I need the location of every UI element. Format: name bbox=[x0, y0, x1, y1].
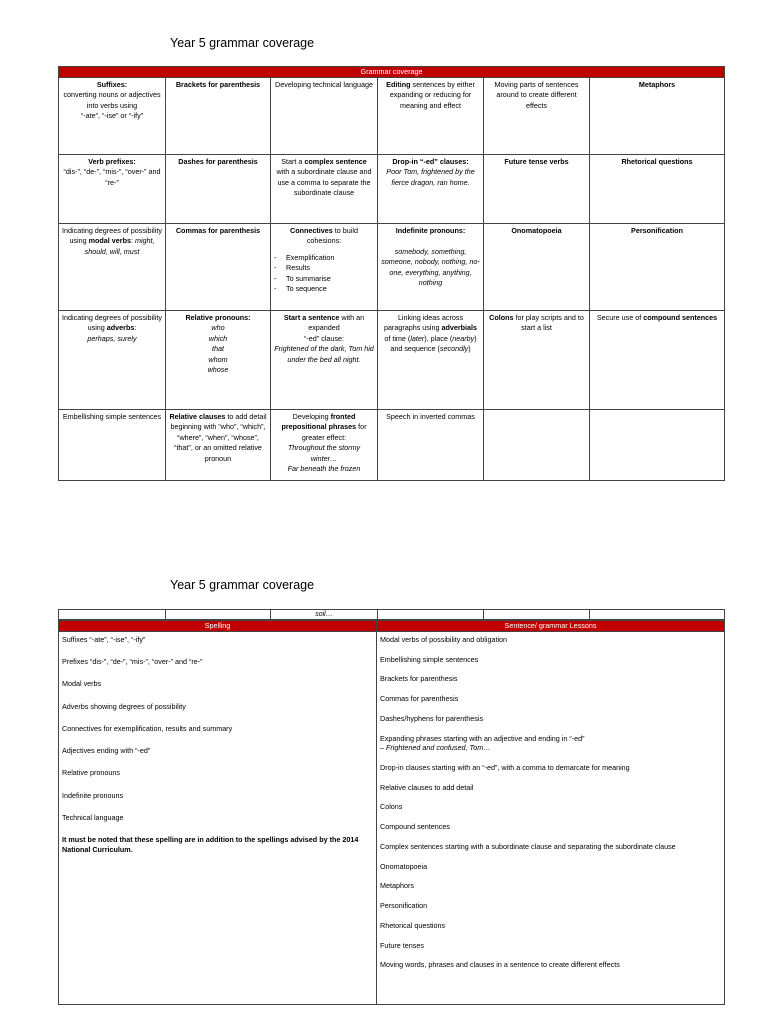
table-cell: Linking ideas across paragraphs using adverbials of time (later), place (nearby) and sequence (secondly) bbox=[378, 311, 484, 410]
table-cell bbox=[590, 410, 725, 481]
table-row bbox=[59, 155, 725, 224]
connectives-list bbox=[274, 253, 374, 295]
grammar-coverage-header: Grammar coverage bbox=[59, 67, 725, 78]
list-item: - Exemplification bbox=[274, 253, 374, 263]
example-text: – Frightened and confused, Tom… bbox=[380, 743, 491, 753]
list-item: Adjectives ending with “-ed” bbox=[62, 746, 151, 756]
table-cell: Verb prefixes: “dis-”, “de-”, “mis-”, “over-” and “re-” bbox=[59, 155, 166, 224]
table-cell: Start a sentence with an expanded “-ed” clause: Frightened of the dark, Tom hid under the bed all night. bbox=[271, 311, 378, 410]
list-item: Compound sentences bbox=[380, 822, 450, 832]
grammar-coverage-continuation bbox=[58, 609, 725, 620]
list-item: Indefinite pronouns bbox=[62, 790, 124, 800]
list-item: Connectives for exemplification, results and summary bbox=[62, 723, 233, 733]
list-item: Relative clauses to add detail bbox=[380, 782, 474, 792]
table-cell: Personification bbox=[590, 224, 725, 311]
table-cell: Developing fronted prepositional phrases for greater effect: Throughout the stormy winter… Far beneath the frozen bbox=[271, 410, 378, 481]
table-cell: Dashes for parenthesis bbox=[166, 155, 271, 224]
list-item: Brackets for parenthesis bbox=[380, 674, 458, 684]
table-cell: Colons for play scripts and to start a list bbox=[484, 311, 590, 410]
table-cell bbox=[59, 610, 166, 620]
table-cell: Secure use of compound sentences bbox=[590, 311, 725, 410]
table-cell: Connectives to build cohesions: - Exemplification - Results - To summarise - To sequence bbox=[271, 224, 378, 311]
table-cell: Speech in inverted commas bbox=[378, 410, 484, 481]
list-item: Commas for parenthesis bbox=[380, 694, 459, 704]
list-item: Future tenses bbox=[380, 940, 424, 950]
list-item: Rhetorical questions bbox=[380, 920, 446, 930]
list-item: Drop-in clauses starting with an “-ed”, with a comma to demarcate for meaning bbox=[380, 763, 630, 773]
spelling-list bbox=[59, 632, 377, 1005]
list-item: Embellishing simple sentences bbox=[380, 654, 479, 664]
list-item: Relative pronouns bbox=[62, 768, 120, 778]
list-item: Complex sentences starting with a subordinate clause and separating the subordinate clause bbox=[380, 841, 676, 851]
table-cell: Brackets for parenthesis bbox=[166, 78, 271, 155]
table-cell: Indefinite pronouns: somebody, something, someone, nobody, nothing, no-one, everything, anything, nothing bbox=[378, 224, 484, 311]
table-cell: Indicating degrees of possibility using adverbs: perhaps, surely bbox=[59, 311, 166, 410]
table-cell bbox=[378, 610, 484, 620]
table-cell: Commas for parenthesis bbox=[166, 224, 271, 311]
spelling-header: Spelling bbox=[59, 621, 377, 632]
list-item: Metaphors bbox=[380, 881, 414, 891]
table-cell bbox=[484, 610, 590, 620]
spelling-sentence-table bbox=[58, 620, 725, 1005]
table-cell: Editing sentences by either expanding or reducing for meaning and effect bbox=[378, 78, 484, 155]
table-cell: Drop-in “-ed” clauses: Poor Tom, frightened by the fierce dragon, ran home. bbox=[378, 155, 484, 224]
list-item: - Results bbox=[274, 263, 374, 273]
table-cell bbox=[590, 610, 725, 620]
table-cell bbox=[166, 610, 271, 620]
list-item: Technical language bbox=[62, 812, 124, 822]
page-title: Year 5 grammar coverage bbox=[170, 36, 315, 50]
list-item: Personification bbox=[380, 901, 428, 911]
list-item: Modal verbs bbox=[62, 679, 102, 689]
table-cell: Future tense verbs bbox=[484, 155, 590, 224]
list-item: Modal verbs of possibility and obligation bbox=[380, 635, 508, 644]
list-item: - To summarise bbox=[274, 274, 374, 284]
list-item: - To sequence bbox=[274, 284, 374, 294]
list-item: Dashes/hyphens for parenthesis bbox=[380, 713, 484, 723]
list-item: Adverbs showing degrees of possibility bbox=[62, 701, 186, 711]
table-cell: Start a complex sentence with a subordinate clause and use a comma to separate the subordinate clause bbox=[271, 155, 378, 224]
list-item: Expanding phrases starting with an adjective and ending in “-ed” – Frightened and confused, Tom… bbox=[380, 733, 585, 753]
table-row bbox=[59, 610, 725, 620]
sentence-list bbox=[377, 632, 725, 1005]
table-row bbox=[59, 410, 725, 481]
list-item: Colons bbox=[380, 802, 403, 812]
page-title: Year 5 grammar coverage bbox=[170, 578, 315, 592]
table-row bbox=[59, 311, 725, 410]
table-cell: Rhetorical questions bbox=[590, 155, 725, 224]
table-row bbox=[59, 224, 725, 311]
table-cell: Embellishing simple sentences bbox=[59, 410, 166, 481]
table-row bbox=[59, 78, 725, 155]
table-cell: Moving parts of sentences around to create different effects bbox=[484, 78, 590, 155]
table-cell: soil… bbox=[271, 610, 378, 620]
list-item: Prefixes “dis-”, “de-”, “mis-”, “over-” and “re-” bbox=[62, 657, 203, 667]
list-item: Moving words, phrases and clauses in a sentence to create different effects bbox=[380, 960, 620, 970]
table-cell: Metaphors bbox=[590, 78, 725, 155]
grammar-coverage-table bbox=[58, 66, 725, 481]
table-cell: Onomatopoeia bbox=[484, 224, 590, 311]
spelling-note: It must be noted that these spelling are in addition to the spellings advised by the 2014 National Curriculum. bbox=[62, 834, 359, 854]
table-cell: Relative clauses to add detail beginning with “who”, “which”, “where”, “when”, “whose”, “that”, or an omitted relative pronoun bbox=[166, 410, 271, 481]
table-cell: Relative pronouns: who which that whom whose bbox=[166, 311, 271, 410]
table-cell: Indicating degrees of possibility using modal verbs: might, should, will, must bbox=[59, 224, 166, 311]
list-item: Onomatopoeia bbox=[380, 861, 428, 871]
sentence-header: Sentence/ grammar Lessons bbox=[377, 621, 725, 632]
table-cell bbox=[484, 410, 590, 481]
list-item: Suffixes “-ate”, “-ise”, “-ify” bbox=[62, 635, 146, 644]
table-cell: Suffixes: converting nouns or adjectives into verbs using “-ate”, “-ise” or “-ify” bbox=[59, 78, 166, 155]
table-cell: Developing technical language bbox=[271, 78, 378, 155]
